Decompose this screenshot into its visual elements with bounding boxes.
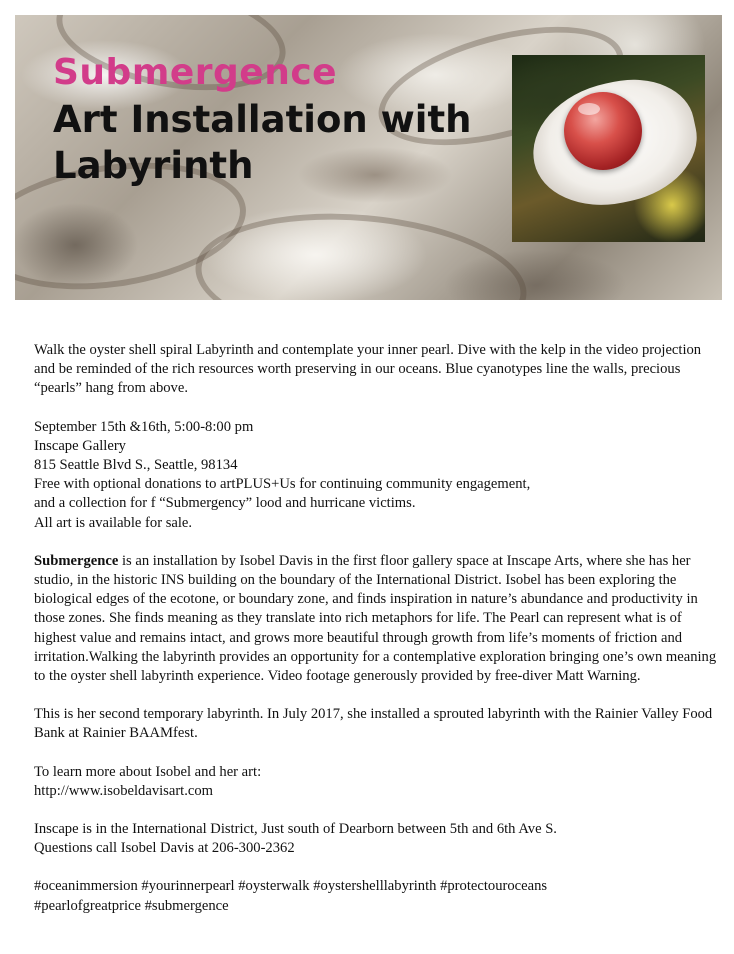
event-venue: Inscape Gallery xyxy=(34,437,126,454)
page-title: Art Installation with Labyrinth xyxy=(53,98,472,187)
banner-image xyxy=(15,15,722,300)
red-pearl xyxy=(564,92,642,170)
about-lead: Submergence xyxy=(34,552,119,569)
intro-paragraph: Walk the oyster shell spiral Labyrinth and contemplate your inner pearl. Dive with the kelp in the video projection and be reminded of the rich resources worth preserving in our oceans. Blue cyanotypes line the walls, precious “pearls” hang from above. xyxy=(34,342,702,397)
sale-note: All art is available for sale. xyxy=(34,514,193,531)
title-accent: Submergence xyxy=(53,52,338,93)
learn-more-prompt: To learn more about Isobel and her art: xyxy=(34,763,262,780)
donation-line-1: Free with optional donations to artPLUS+Us for continuing community engagement, xyxy=(34,476,531,493)
hashtags-line-1: #oceanimmersion #yourinnerpearl #oysterwalk #oystershelllabyrinth #protectouroceans xyxy=(34,878,548,895)
contact-line: Questions call Isobel Davis at 206-300-2362 xyxy=(34,840,295,857)
hashtags-line-2: #pearlofgreatprice #submergence xyxy=(34,897,229,914)
event-address: 815 Seattle Blvd S., Seattle, 98134 xyxy=(34,457,238,474)
website-link[interactable]: http://www.isobeldavisart.com xyxy=(34,782,214,799)
about-body: is an installation by Isobel Davis in the first floor gallery space at Inscape Arts, where she has her studio, in the historic INS building on the boundary of the International District. Isobel has been exploring the biological edges of the ecotone, or boundary zone, and finds inspiration in nature’s abundance and productivity in those zones. She finds meaning as they translate into rich metaphors for life. The Pearl can represent what is of highest value and remains intact, and grows more beautiful through growth from life’s moments of friction and irritation.Walking the labyrinth provides an opportunity for a contemplative exploration bringing one’s own meaning to the oyster shell labyrinth experience. Video footage generously provided by free-diver Matt Warning. xyxy=(34,552,717,685)
pearl-highlight xyxy=(578,103,600,115)
second-labyrinth-paragraph: This is her second temporary labyrinth. In July 2017, she installed a sprouted labyrinth with the Rainier Valley Food Bank at Rainier BAAMfest. xyxy=(34,706,713,742)
directions: Inscape is in the International District, Just south of Dearborn between 5th and 6th Ave S. xyxy=(34,821,557,838)
event-dates: September 15th &16th, 5:00-8:00 pm xyxy=(34,418,254,435)
donation-line-2: and a collection for f “Submergency” lood and hurricane victims. xyxy=(34,495,416,512)
about-paragraph xyxy=(34,552,724,686)
flyer-body xyxy=(34,341,724,916)
pearl-artwork-image xyxy=(512,55,705,242)
